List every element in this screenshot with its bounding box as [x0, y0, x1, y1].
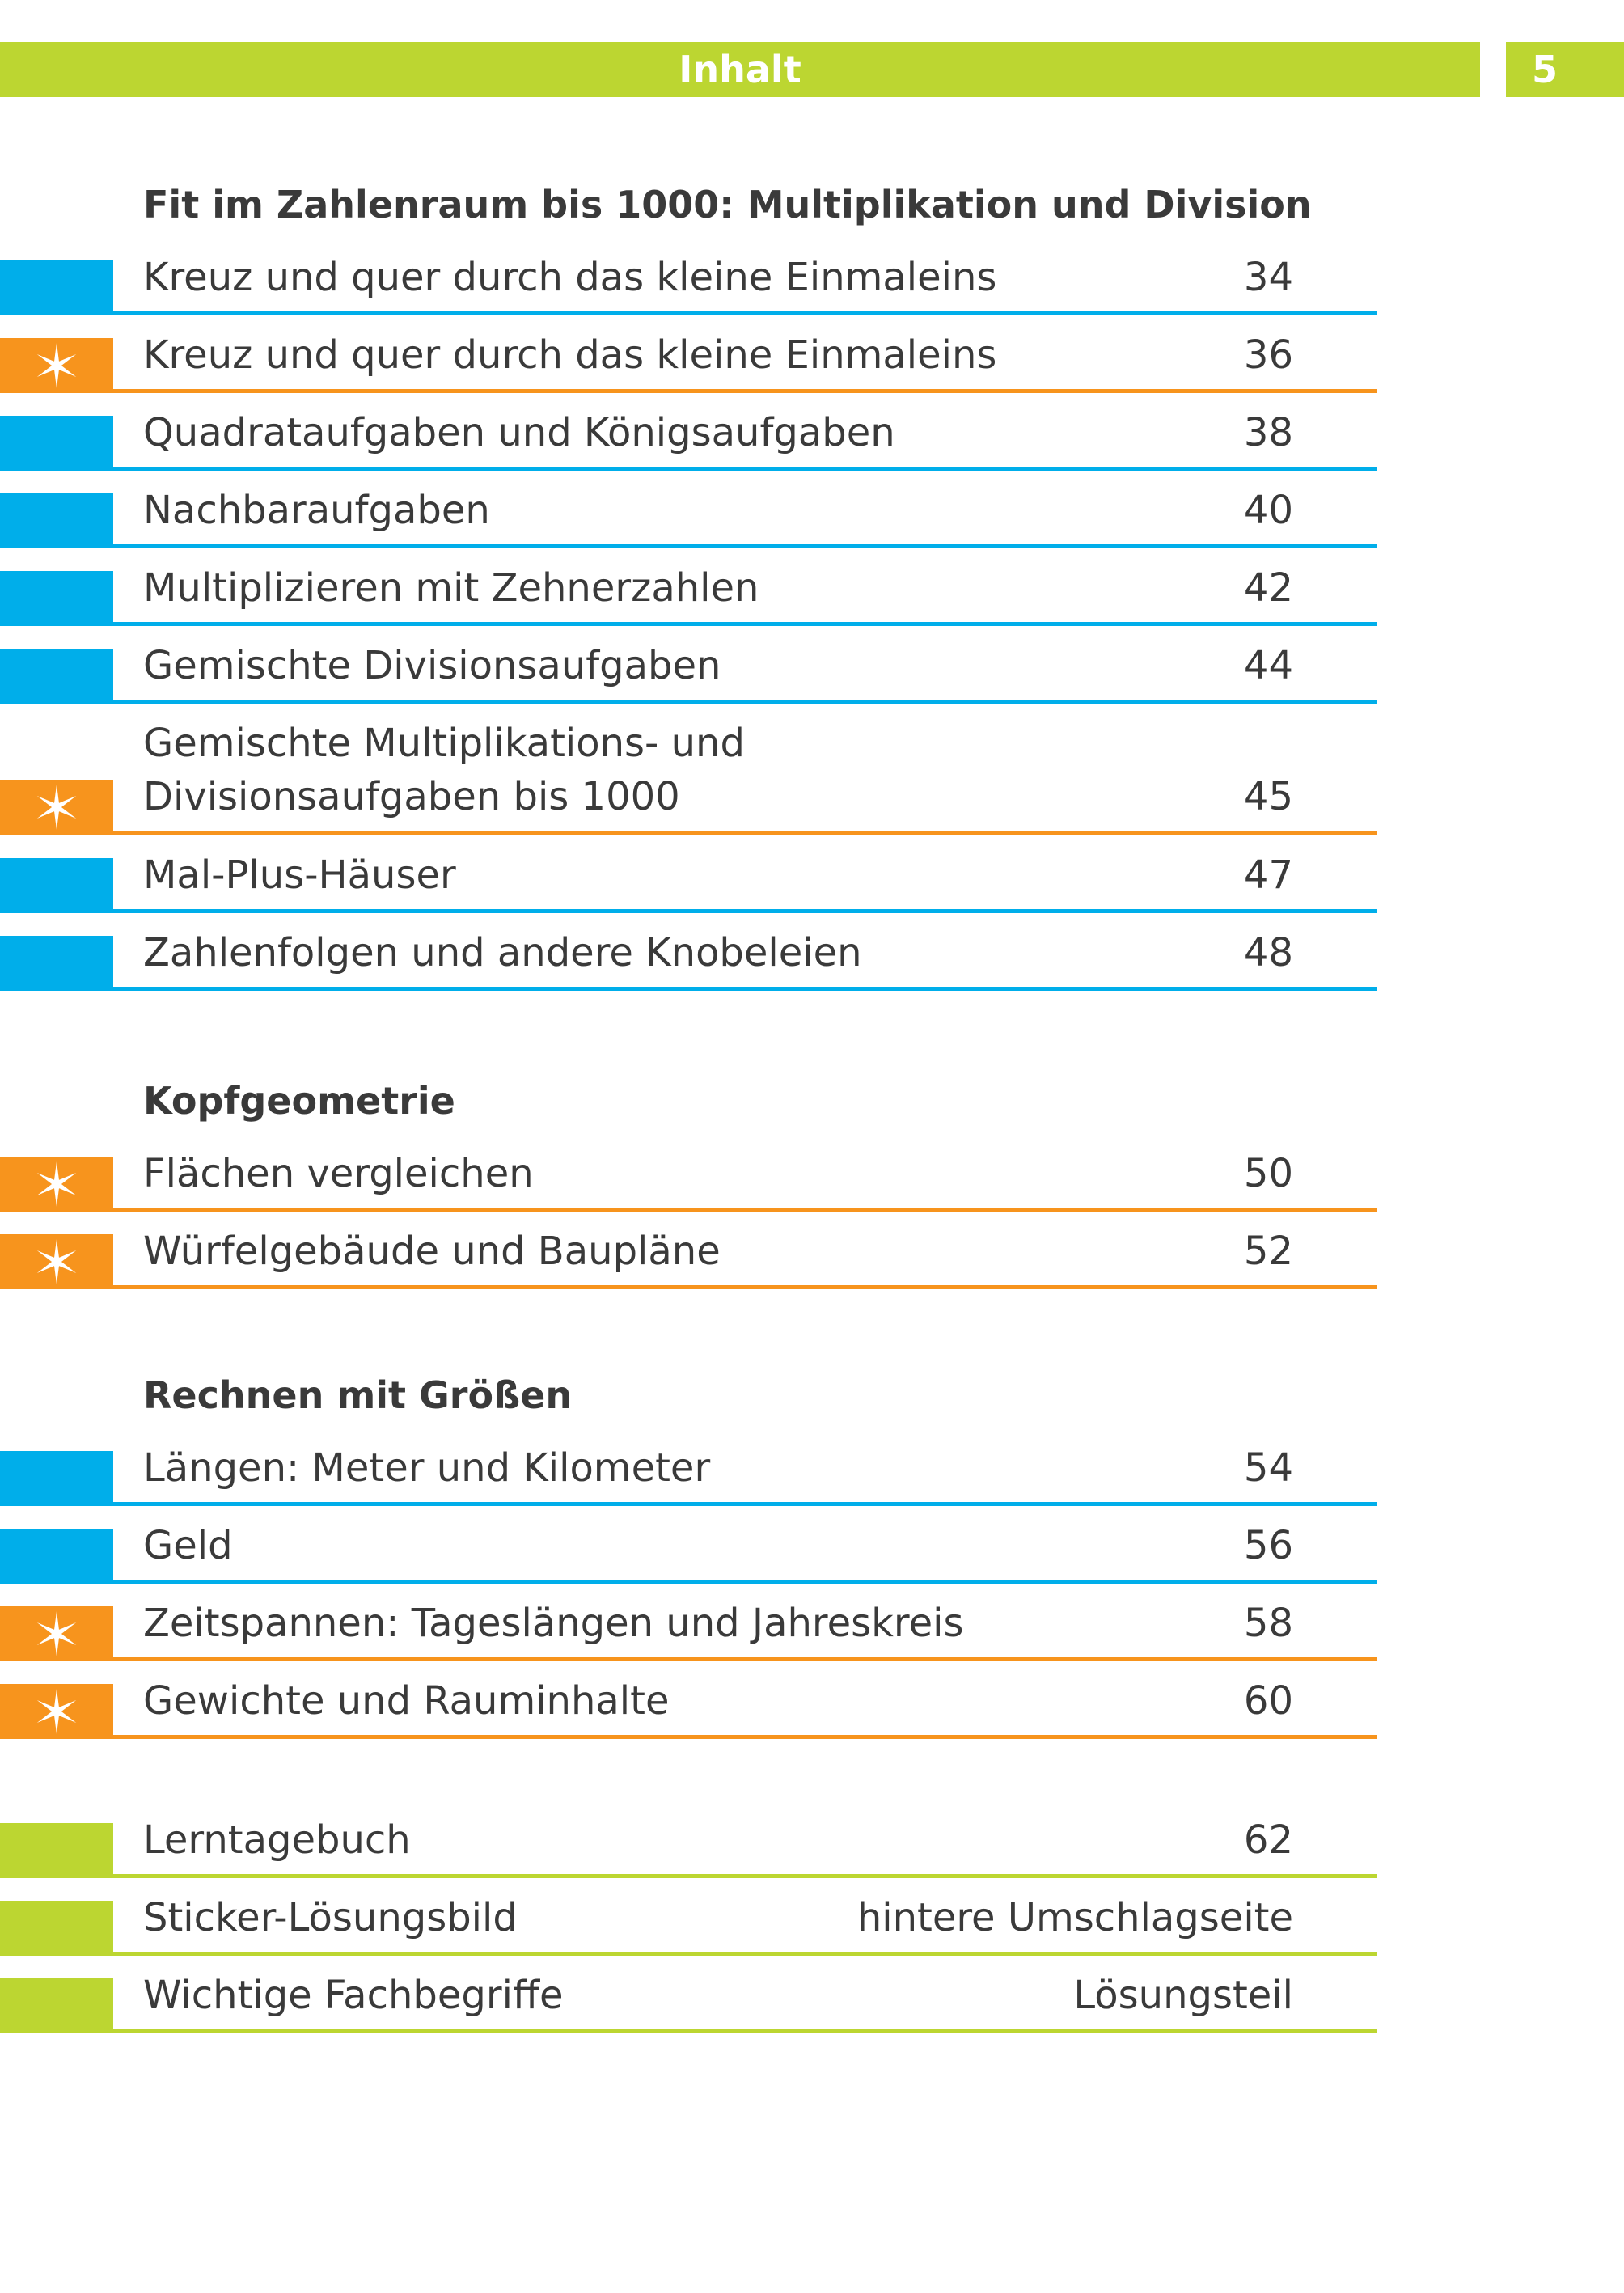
orange-marker	[0, 780, 113, 835]
toc-entry[interactable]	[0, 1231, 1377, 1289]
blue-marker	[0, 858, 113, 913]
entry-page: 50	[1243, 1151, 1293, 1196]
entry-label: Zahlenfolgen und andere Knobeleien	[143, 930, 862, 975]
entry-page: 44	[1243, 643, 1293, 688]
toc-entry[interactable]	[0, 565, 1377, 626]
toc-entry[interactable]	[0, 412, 1377, 471]
entry-label: Geld	[143, 1523, 233, 1568]
entry-rule	[113, 1580, 1377, 1584]
entry-rule	[113, 1208, 1377, 1212]
entry-page: 56	[1243, 1523, 1293, 1568]
entry-label: Flächen vergleichen	[143, 1151, 534, 1196]
entry-label: Multiplizieren mit Zehnerzahlen	[143, 565, 759, 611]
entry-rule	[113, 909, 1377, 913]
green-marker	[0, 1978, 113, 2033]
entry-page: 62	[1243, 1817, 1293, 1863]
entry-rule	[113, 467, 1377, 471]
entry-page: 58	[1243, 1601, 1293, 1646]
page-title: Inhalt	[679, 48, 801, 91]
toc-entry[interactable]	[0, 723, 1377, 835]
star-icon	[34, 785, 79, 830]
star-icon	[34, 1161, 79, 1207]
toc-entry[interactable]	[0, 852, 1377, 913]
entry-rule	[113, 1735, 1377, 1739]
toc-entry[interactable]	[0, 1897, 1377, 1956]
entry-page: 42	[1243, 565, 1293, 611]
entry-rule	[113, 2029, 1377, 2033]
toc-entry[interactable]	[0, 490, 1377, 548]
toc-entry[interactable]	[0, 1153, 1377, 1212]
entry-label: Längen: Meter und Kilometer	[143, 1445, 711, 1491]
entry-label: Kreuz und quer durch das kleine Einmaleins	[143, 332, 997, 378]
entry-rule	[113, 1952, 1377, 1956]
toc-entry[interactable]	[0, 1678, 1377, 1739]
toc-entry[interactable]	[0, 1445, 1377, 1506]
entry-rule	[113, 1285, 1377, 1289]
toc-entry[interactable]	[0, 1975, 1377, 2033]
entry-rule	[113, 311, 1377, 315]
entry-label-line2: Divisionsaufgaben bis 1000	[143, 774, 680, 819]
entry-label: Lerntagebuch	[143, 1817, 411, 1863]
blue-marker	[0, 1451, 113, 1506]
star-icon	[34, 1239, 79, 1284]
orange-marker	[0, 1684, 113, 1739]
entry-rule	[113, 831, 1377, 835]
toc-entry[interactable]	[0, 332, 1377, 393]
entry-label: Wichtige Fachbegriffe	[143, 1973, 564, 2018]
orange-marker	[0, 338, 113, 393]
blue-marker	[0, 936, 113, 991]
blue-marker	[0, 649, 113, 704]
entry-label: Gewichte und Rauminhalte	[143, 1678, 670, 1724]
entry-label: Kreuz und quer durch das kleine Einmaleins	[143, 255, 997, 300]
header-bar	[0, 42, 1480, 97]
entry-page: 60	[1243, 1678, 1293, 1724]
entry-label: Quadrataufgaben und Königsaufgaben	[143, 410, 895, 455]
entry-page: 38	[1243, 410, 1293, 455]
toc-entry[interactable]	[0, 930, 1377, 991]
blue-marker	[0, 1529, 113, 1584]
star-icon	[34, 343, 79, 388]
toc-entry[interactable]	[0, 1603, 1377, 1661]
entry-page: 34	[1243, 255, 1293, 300]
entry-page: hintere Umschlagseite	[856, 1895, 1293, 1940]
entry-page: 45	[1243, 774, 1293, 819]
green-marker	[0, 1901, 113, 1956]
page-number-badge: 5	[1506, 42, 1624, 97]
entry-page: Lösungsteil	[1073, 1973, 1293, 2018]
entry-rule	[113, 1874, 1377, 1878]
star-icon	[34, 1611, 79, 1656]
entry-page: 54	[1243, 1445, 1293, 1491]
entry-label: Gemischte Divisionsaufgaben	[143, 643, 721, 688]
orange-marker	[0, 1234, 113, 1289]
entry-label-line1: Gemischte Multiplikations- und	[143, 721, 745, 766]
entry-label: Sticker-Lösungsbild	[143, 1895, 518, 1940]
orange-marker	[0, 1157, 113, 1212]
entry-rule	[113, 987, 1377, 991]
entry-rule	[113, 389, 1377, 393]
toc-entry[interactable]	[0, 1525, 1377, 1584]
entry-page: 36	[1243, 332, 1293, 378]
section-heading: Kopfgeometrie	[143, 1079, 455, 1123]
entry-page: 52	[1243, 1229, 1293, 1274]
entry-page: 40	[1243, 488, 1293, 533]
entry-label: Nachbaraufgaben	[143, 488, 490, 533]
blue-marker	[0, 416, 113, 471]
section-heading: Rechnen mit Größen	[143, 1373, 573, 1417]
blue-marker	[0, 260, 113, 315]
entry-label: Zeitspannen: Tageslängen und Jahreskreis	[143, 1601, 964, 1646]
section-heading: Fit im Zahlenraum bis 1000: Multiplikation und Division	[143, 183, 1312, 226]
entry-label: Mal-Plus-Häuser	[143, 852, 456, 898]
green-marker	[0, 1823, 113, 1878]
entry-page: 48	[1243, 930, 1293, 975]
orange-marker	[0, 1606, 113, 1661]
entry-rule	[113, 700, 1377, 704]
entry-rule	[113, 1502, 1377, 1506]
entry-rule	[113, 622, 1377, 626]
entry-rule	[113, 544, 1377, 548]
entry-page: 47	[1243, 852, 1293, 898]
star-icon	[34, 1689, 79, 1734]
entry-rule	[113, 1657, 1377, 1661]
blue-marker	[0, 493, 113, 548]
blue-marker	[0, 571, 113, 626]
entry-label: Würfelgebäude und Baupläne	[143, 1229, 721, 1274]
toc-entry[interactable]	[0, 257, 1377, 315]
toc-entry[interactable]	[0, 645, 1377, 704]
toc-entry[interactable]	[0, 1817, 1377, 1878]
